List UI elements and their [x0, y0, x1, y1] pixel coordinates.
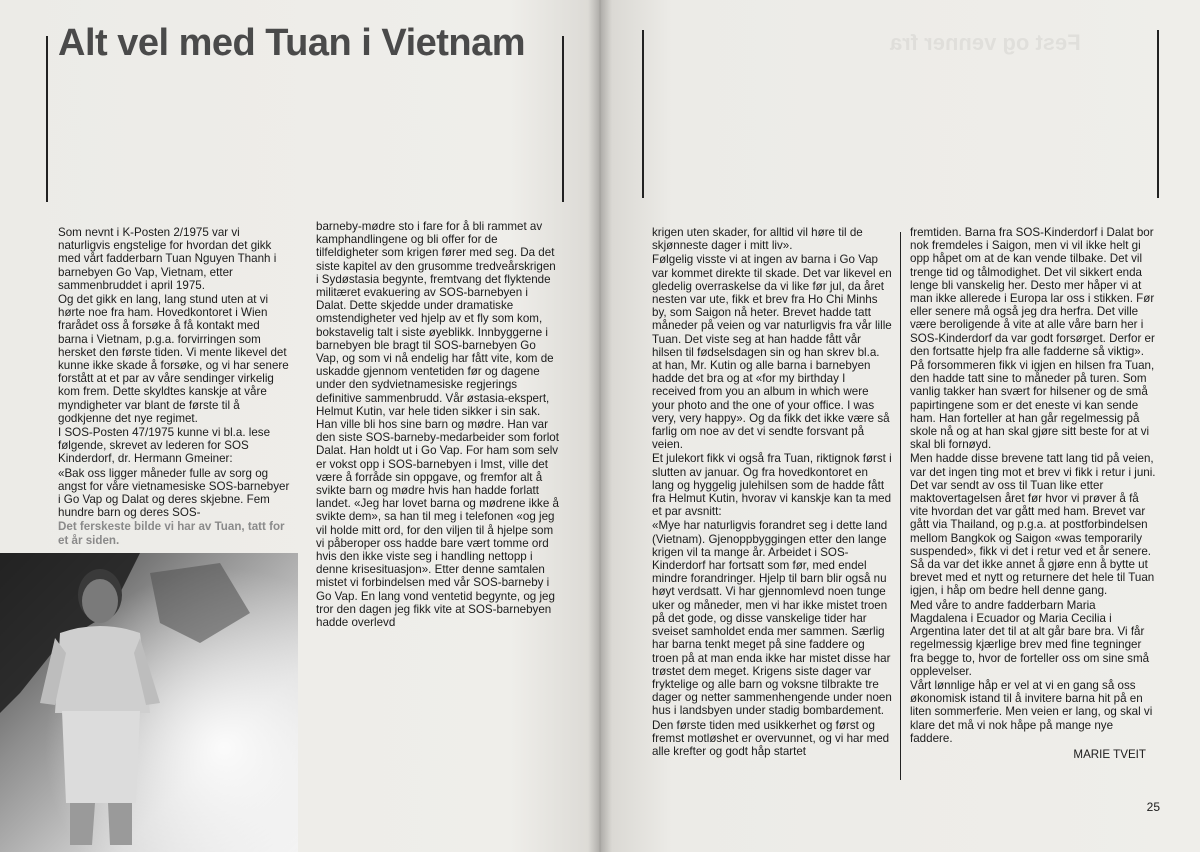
book-gutter-shadow — [588, 0, 612, 852]
col4-para-2: På forsommeren fikk vi igjen en hilsen fra Tuan, den hadde tatt sine to måneder på turen. Som vanlig takker han svært for hilsener og de små papirtingene som er det eneste vi kan sende ham. Han forteller at han går regelmessig på skole nå og at han skal gjøre sitt beste for at vi skal bli fornøyd. — [910, 359, 1155, 452]
col3-para-5: Den første tiden med usikkerhet og først og fremst motløshet er overvunnet, og vi har med alle krefter og godt håp startet — [652, 718, 890, 758]
author-signature: MARIE TVEIT — [1073, 747, 1146, 761]
article-title: Alt vel med Tuan i Vietnam — [58, 22, 526, 64]
col3-para-1: krigen uten skader, for alltid vil høre til de skjønneste dager i mitt liv». — [652, 226, 863, 253]
column-2 — [316, 220, 560, 630]
column-1 — [58, 226, 290, 548]
col1-para-3: I SOS-Posten 47/1975 kunne vi bl.a. lese følgende, skrevet av lederen for SOS Kinderdorf, dr. Hermann Gmeiner: — [58, 426, 271, 466]
col4-para-4: Med våre to andre fadderbarn Maria Magdalena i Ecuador og Maria Cecilia i Argentina later det til at alt går bare bra. Vi får regelmessig kjærlige brev med fine tegninger fra begge to, hvor de forteller oss om sine små opplevelser. — [910, 598, 1150, 678]
col1-para-1: Som nevnt i K-Posten 2/1975 var vi naturligvis engstelige for hvordan det gikk med vårt fadderbarn Tuan Nguyen Thanh i barnebyen Go Vap, Vietnam, etter sammenbruddet i april 1975. — [58, 226, 277, 292]
right-page — [600, 0, 1200, 852]
photo-image — [0, 553, 298, 852]
page-number: 25 — [1146, 800, 1160, 814]
col4-para-3: Men hadde disse brevene tatt lang tid på veien, var det ingen ting mot et brev vi fikk i retur i juni. Det var sendt av oss til Tuan like etter maktovertagelsen året før hvor vi prøver å få vite hvordan det var gått med ham. Brevet var gått via Thailand, og p.g.a. at postforbindelsen mellom Bangkok og Saigon «was temporarily suspended», fikk vi det i retur ved et år senere. Så da var det ikke annet å gjøre enn å bytte ut brevet med et nytt og returnere det hele til Tuan igjen, i håp om bedre hell denne gang. — [910, 452, 1156, 598]
left-outer-rule — [46, 36, 48, 202]
col4-para-5: Vårt lønnlige håp er vel at vi en gang så oss økonomisk istand til å invitere barna hit på en liten sommerferie. Men veien er lang, og skal vi klare det må vi nok håpe på mange nye faddere. — [910, 678, 1153, 745]
column-3 — [652, 226, 892, 759]
left-inner-rule — [562, 36, 564, 202]
column-divider-rule — [900, 232, 901, 780]
show-through-text: Fest og venner fra — [890, 30, 1081, 55]
column-4 — [910, 226, 1156, 762]
col3-para-2: Følgelig visste vi at ingen av barna i Go Vap var kommet direkte til skade. Det var likevel en gledelig overraskelse da vi like før jul, da året nesten var ute, fikk et brev fra Ho Chi Minhs by, som Saigon nå heter. Brevet hadde tatt måneder på veien og var naturligvis fra vår lille Tuan. Det viste seg at han hadde fått vår hilsen til fødselsdagen sin og han skrev bl.a. at han, Mr. Kutin og alle barna i barnebyen hadde det bra og at «for my birthday I received from you an album in which were your photo and the one of your office. I was very, very happy». Og da fikk det ikke være så farlig om noe av det vi sendte forsvant på veien. — [652, 253, 892, 452]
right-outer-rule — [1157, 30, 1159, 198]
col3-para-3: Et julekort fikk vi også fra Tuan, riktignok først i slutten av januar. Og fra hovedkontoret en lang og hyggelig julehilsen som de hadde fått fra Helmut Kutin, hvorav vi kanskje kan ta med et par avsnitt: — [652, 452, 892, 519]
photo-caption: Det ferskeste bilde vi har av Tuan, tatt for et år siden. — [58, 520, 285, 547]
photo-tuan — [0, 553, 298, 852]
col1-para-2: Og det gikk en lang, lang stund uten at vi hørte noe fra ham. Hovedkontoret i Wien frarådet oss å forsøke å få kontakt med barna i Vietnam, p.g.a. forvirringen som hersket den første tiden. Vi mente likevel det kunne ikke skade å forsøke, og vi har senere forstått at et par av våre sendinger virkelig kom frem. Dette skyldtes kanskje at våre myndigheter var blant de første til å godkjenne det nye regimet. — [58, 293, 289, 425]
col4-para-1: fremtiden. Barna fra SOS-Kinderdorf i Dalat bor nok fremdeles i Saigon, men vi vil ikke helt gi opp håpet om at de kan vende tilbake. Det vil trenge tid og tålmodighet. Det vil sikkert enda lenge bli vanskelig her. Desto mer håper vi at man ikke allerede i Europa lar oss i stikken. Før eller senere må også jeg dra herfra. Det ville være beroligende å vite at alle våre barn her i SOS-Kinderdorf da var godt forsørget. Derfor er den fortsatte hjelp fra alle fadderne så viktig». — [910, 226, 1155, 358]
right-inner-rule — [642, 30, 644, 198]
col1-para-4: «Bak oss ligger måneder fulle av sorg og angst for våre vietnamesiske SOS-barnebyer i Go Vap og Dalat og deres skjebne. Fem hundre barn og deres SOS- — [58, 466, 290, 520]
col3-para-4: «Mye har naturligvis forandret seg i dette land (Vietnam). Gjenoppbyggingen etter den lange krigen vil ta mange år. Arbeidet i SOS-Kinderdorf har fortsatt som før, med endel mindre forandringer. Hjelp til barn blir også nu høyt verdsatt. Vi har gjennomlevd noen tunge uker og måneder, men vi har ikke mistet troen på det gode, og disse vanskelige tider har sveiset samholdet enda mer sammen. Særlig har barna tenkt meget på sine faddere og troen på at man enda ikke har mistet disse har trøstet dem meget. Krigens siste dager var fryktelige og alle barn og voksne tilbrakte tre dager og netter sammenhengende under noen hus i landsbyen under stadig bombardement. — [652, 519, 892, 718]
col2-para-1: barneby-mødre sto i fare for å bli rammet av kamphandlingene og bli offer for de tilfeldigheter som krigen fører med seg. Da det siste kapitel av den grusomme tredveårskrigen i Sydøstasia begynte, fremtvang det flyktende militæret evakuering av SOS-barnebyen i Dalat. Dette skjedde under dramatiske omstendigheter ved hjelp av et fly som kom, bokstavelig talt i siste øyeblikk. Innbyggerne i barnebyen ble bragt til SOS-barnebyen Go Vap, og som vi nå endelig har fått vite, kom de uskadde gjennom ventetiden før og dagene under den sydvietnamesiske regjerings definitive sammenbrudd. Vår østasia-ekspert, Helmut Kutin, var hele tiden sikker i sin sak. Han ville bli hos sine barn og mødre. Han var den siste SOS-barneby-medarbeider som forlot Dalat. Han holdt ut i Go Vap. For ham som selv er vokst opp i SOS-barnebyen i Imst, ville det være å forråde sin oppgave, og fremfor alt å svikte barn og mødre hvis han hadde forlatt landet. «Jeg har lovet barna og mødrene ikke å svikte dem», sa han til meg i telefonen «og jeg vil holde mitt ord, for den viljen til å hjelpe som vi påberoper oss hadde bare vært tomme ord hvis den ikke viste seg i handling nettopp i denne krisesituasjon». Etter denne samtalen mistet vi forbindelsen med vår SOS-barneby i Go Vap. En lang vond ventetid begynte, og jeg tror den dagen jeg fikk vite at SOS-barnebyen hadde overlevd — [316, 220, 559, 630]
